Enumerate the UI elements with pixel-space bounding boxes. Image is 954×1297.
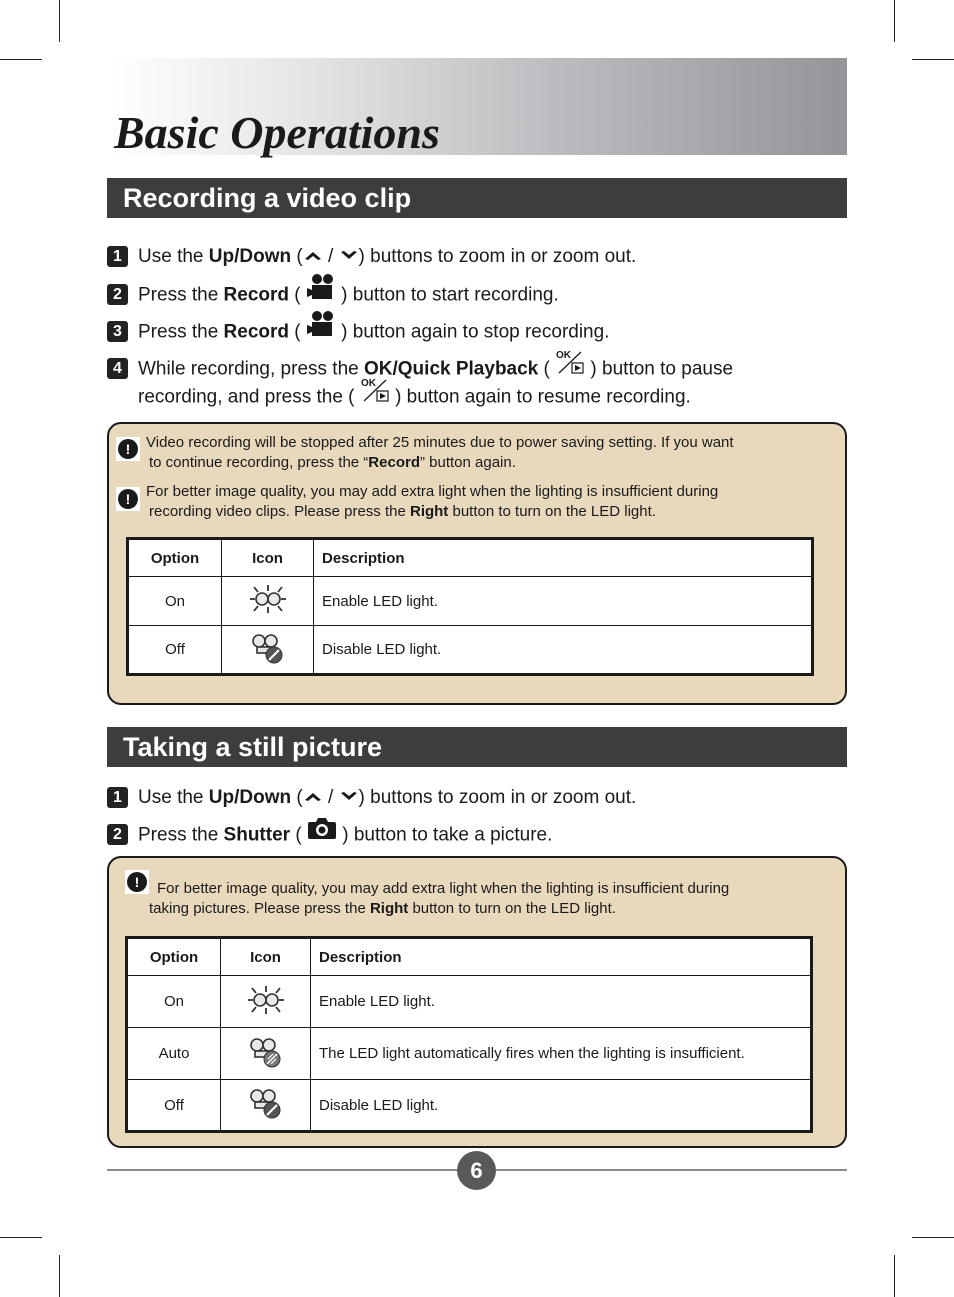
ok-playback-icon <box>360 377 390 410</box>
step-text: While recording, press the OK/Quick Playback ( OK ) button to pause <box>138 357 733 382</box>
description-cell: Enable LED light. <box>311 976 812 1028</box>
column-header: Icon <box>221 938 311 976</box>
option-cell: On <box>128 577 222 626</box>
description-cell: The LED light automatically fires when the lighting is insufficient. <box>311 1028 812 1080</box>
table-row <box>127 1080 812 1132</box>
step-text: Use the Up/Down ( / ) buttons to zoom in or zoom out. <box>138 246 637 268</box>
column-header: Option <box>128 539 222 577</box>
description-cell: Enable LED light. <box>314 577 813 626</box>
table-row <box>128 626 813 675</box>
warning-icon: ! <box>118 489 138 509</box>
crop-mark <box>0 1237 42 1238</box>
note-text: For better image quality, you may add extra light when the lighting is insufficient during taking pictures. Please press the Right button to turn on the LED light. <box>149 880 730 917</box>
icon-cell <box>222 577 314 626</box>
ok-playback-icon <box>555 349 585 382</box>
icon-cell <box>222 626 314 675</box>
down-arrow-icon <box>339 245 359 269</box>
table-row <box>127 1028 812 1080</box>
led-options-table <box>126 537 814 676</box>
led-off-icon <box>248 631 288 669</box>
crop-mark <box>894 1255 895 1297</box>
step-text: Press the Record ( ) button to start recording. <box>138 283 559 308</box>
section-title-still: Taking a still picture <box>107 727 847 767</box>
svg-text:OK: OK <box>556 350 572 361</box>
column-header: Option <box>127 938 221 976</box>
video-camera-icon <box>306 310 336 345</box>
note-text: Video recording will be stopped after 25 minutes due to power saving setting. If you want to continue recording, press the “Record” button again. <box>146 434 734 471</box>
option-cell: Off <box>128 626 222 675</box>
description-cell: Disable LED light. <box>314 626 813 675</box>
step-number: 3 <box>107 321 128 342</box>
up-arrow-icon <box>303 245 323 269</box>
up-arrow-icon <box>303 786 323 810</box>
down-arrow-icon <box>339 786 359 810</box>
step-number: 4 <box>107 358 128 379</box>
page-number: 6 <box>457 1151 496 1190</box>
svg-text:OK: OK <box>360 378 376 389</box>
crop-mark <box>59 1255 60 1297</box>
step-number: 1 <box>107 246 128 267</box>
led-off-icon <box>246 1086 286 1124</box>
option-cell: Auto <box>127 1028 221 1080</box>
step-text: Use the Up/Down ( / ) buttons to zoom in or zoom out. <box>138 787 637 809</box>
video-camera-icon <box>306 273 336 308</box>
still-note-box <box>107 856 847 1148</box>
step-text: Press the Record ( ) button again to stop recording. <box>138 320 609 345</box>
table-header-row <box>128 539 813 577</box>
step-number: 1 <box>107 787 128 808</box>
led-on-icon <box>248 583 288 619</box>
description-cell: Disable LED light. <box>311 1080 812 1132</box>
icon-cell <box>221 976 311 1028</box>
led-options-table <box>125 936 813 1133</box>
icon-cell <box>221 1080 311 1132</box>
table-row <box>127 976 812 1028</box>
note-text: For better image quality, you may add extra light when the lighting is insufficient during recording video clips. Please press the Right button to turn on the LED light. <box>146 483 719 520</box>
step-number: 2 <box>107 284 128 305</box>
step-text-continued: recording, and press the ( OK ) button again to resume recording. <box>138 385 691 410</box>
crop-mark <box>0 59 42 60</box>
crop-mark <box>912 1237 954 1238</box>
page-title: Basic Operations <box>114 107 440 158</box>
table-row <box>128 577 813 626</box>
column-header: Icon <box>222 539 314 577</box>
crop-mark <box>59 0 60 42</box>
step-number: 2 <box>107 824 128 845</box>
warning-icon: ! <box>118 439 138 459</box>
table-header-row <box>127 938 812 976</box>
warning-icon: ! <box>127 872 147 892</box>
column-header: Description <box>314 539 813 577</box>
option-cell: On <box>127 976 221 1028</box>
column-header: Description <box>311 938 812 976</box>
icon-cell <box>221 1028 311 1080</box>
section-title-video: Recording a video clip <box>107 178 847 218</box>
step-text: Press the Shutter ( ) button to take a picture. <box>138 823 552 848</box>
led-on-icon <box>246 984 286 1020</box>
led-auto-icon <box>246 1035 286 1073</box>
crop-mark <box>894 0 895 42</box>
crop-mark <box>912 59 954 60</box>
video-note-box <box>107 422 847 705</box>
camera-icon <box>307 815 337 848</box>
option-cell: Off <box>127 1080 221 1132</box>
